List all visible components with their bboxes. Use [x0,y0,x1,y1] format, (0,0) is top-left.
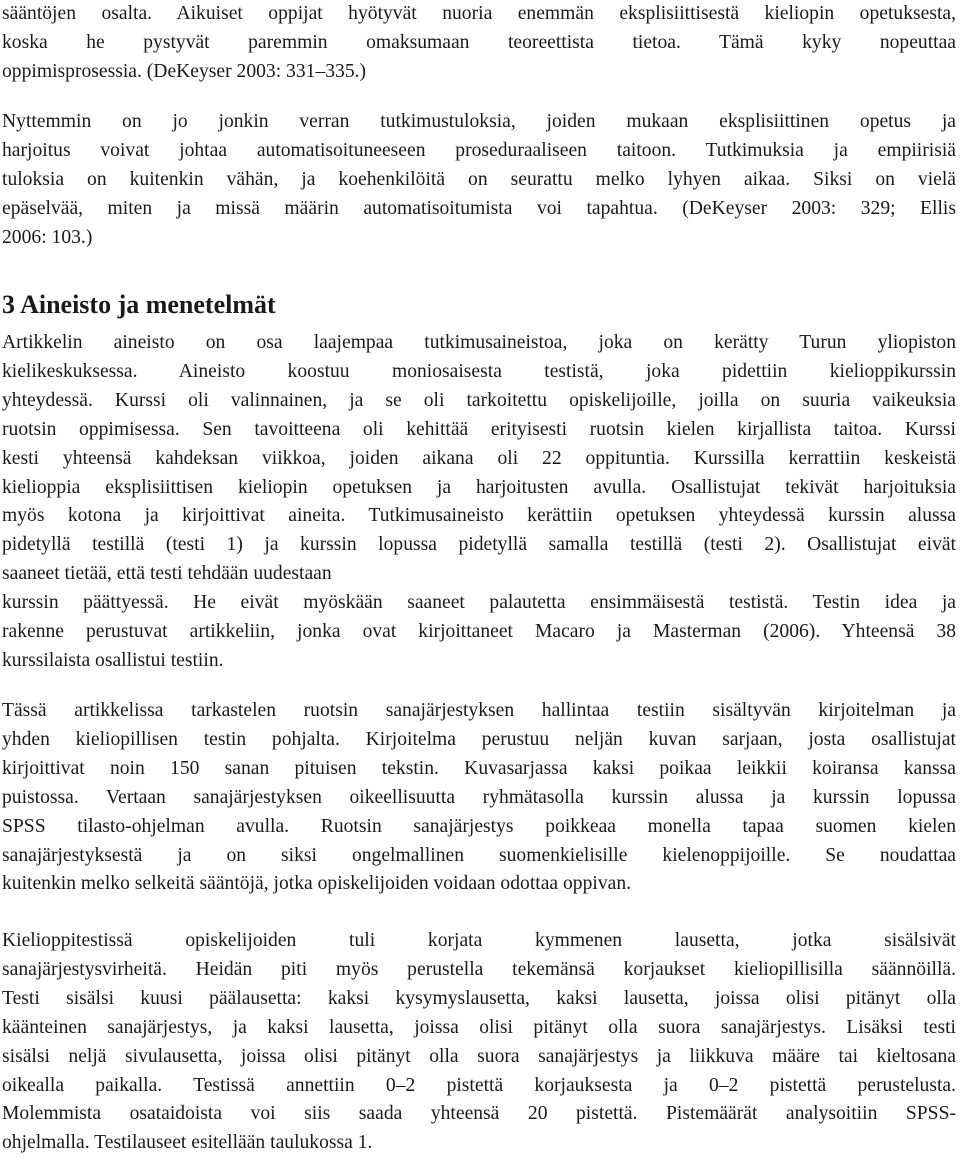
text-line: Artikkelin aineisto on osa laajempaa tutkimusaineistoa, joka on kerätty Turun yliopiston [2,332,956,353]
paragraph [2,927,956,1158]
text-line: oppimisprosessia. (DeKeyser 2003: 331–335.) [2,60,367,82]
paragraph [2,329,956,676]
text-line: käänteinen sanajärjestys, ja kaksi lausetta, joissa olisi pitänyt olla suora sanajärjestys. Lisäksi testi [2,1016,956,1038]
paragraph [2,108,956,253]
text-line: Nyttemmin on jo jonkin verran tutkimustuloksia, joiden mukaan eksplisiittinen opetus ja [2,111,956,132]
text-line: kielioppia eksplisiittisen kieliopin opetuksen ja harjoitusten avulla. Osallistujat tekivät harjoituksia [2,476,956,498]
text-line: kuitenkin melko selkeitä sääntöjä, jotka opiskelijoiden voidaan odottaa oppivan. [2,873,632,895]
paragraph [2,697,956,899]
text-line: Kielioppitestissä opiskelijoiden tuli korjata kymmenen lausetta, jotka sisälsivät [2,930,956,951]
text-line: saaneet tietää, että testi tehdään uudestaan [2,563,332,585]
text-line: tuloksia on kuitenkin vähän, ja koehenkilöitä on seurattu melko lyhyen aikaa. Siksi on vielä [2,168,956,190]
text-line: 2006: 103.) [2,226,93,248]
text-line: yhteydessä. Kurssi oli valinnainen, ja se oli tarkoitettu opiskelijoille, joilla on suuria vaikeuksia [2,389,956,411]
text-line: yhden kieliopillisen testin pohjalta. Kirjoitelma perustuu neljän kuvan sarjaan, josta osallistujat [2,728,956,750]
text-line: oikealla paikalla. Testissä annettiin 0–2 pistettä korjauksesta ja 0–2 pistettä perustelusta. [2,1074,956,1096]
text-line: ruotsin oppimisessa. Sen tavoitteena oli kehittää erityisesti ruotsin kielen kirjallista taitoa. Kurssi [2,418,956,440]
text-line: koska he pystyvät paremmin omaksumaan teoreettista tietoa. Tämä kyky nopeuttaa [2,31,956,53]
text-line: harjoitus voivat johtaa automatisoituneeseen proseduraaliseen taitoon. Tutkimuksia ja empiirisiä [2,139,956,161]
text-line: puistossa. Vertaan sanajärjestyksen oikeellisuutta ryhmätasolla kurssin alussa ja kurssin lopussa [2,786,956,808]
text-line: kielikeskuksessa. Aineisto koostuu moniosaisesta testistä, joka pidettiin kielioppikurssin [2,360,956,382]
section-heading: 3 Aineisto ja menetelmät [2,290,276,319]
text-line: sanajärjestyksestä ja on siksi ongelmallinen suomenkielisille kielenoppijoille. Se noudattaa [2,844,956,866]
text-line: Testi sisälsi kuusi päälausetta: kaksi kysymyslausetta, kaksi lausetta, joissa olisi pitänyt olla [2,987,956,1009]
text-line: myös kotona ja kirjoittivat aineita. Tutkimusaineisto kerättiin opetuksen yhteydessä kurssin alussa [2,505,956,527]
text-line: Molemmista osataidoista voi siis saada yhteensä 20 pistettä. Pistemäärät analysoitiin SPSS- [2,1103,956,1125]
text-line: kirjoittivat noin 150 sanan pituisen tekstin. Kuvasarjassa kaksi poikaa leikkii koiransa kanssa [2,757,956,779]
text-line: sanajärjestysvirheitä. Heidän piti myös perustella tekemänsä korjaukset kieliopillisilla säännöillä. [2,958,956,980]
paragraph [2,0,956,87]
text-line: ohjelmalla. Testilauseet esitellään taulukossa 1. [2,1132,373,1154]
text-line: kurssilaista osallistui testiin. [2,649,224,671]
text-line: rakenne perustuvat artikkeliin, jonka ovat kirjoittaneet Macaro ja Masterman (2006). Yhteensä 38 [2,621,956,643]
text-line: kurssin päättyessä. He eivät myöskään saaneet palautetta ensimmäisestä testistä. Testin idea ja [2,592,956,614]
text-line: epäselvää, miten ja missä määrin automatisoitumista voi tapahtua. (DeKeyser 2003: 329; Ellis [2,197,956,219]
text-line: sääntöjen osalta. Aikuiset oppijat hyötyvät nuoria enemmän eksplisiittisestä kieliopin opetuksesta, [2,3,956,24]
text-line: sisälsi neljä sivulausetta, joissa olisi pitänyt olla suora sanajärjestys ja liikkuva määre tai kieltosana [2,1045,956,1067]
text-line: kesti yhteensä kahdeksan viikkoa, joiden aikana oli 22 oppituntia. Kurssilla kerrattiin keskeistä [2,447,956,469]
text-line: pidetyllä testillä (testi 1) ja kurssin lopussa pidetyllä samalla testillä (testi 2). Osallistujat eivät [2,534,956,556]
text-line: SPSS tilasto-ohjelman avulla. Ruotsin sanajärjestys poikkeaa monella tapaa suomen kielen [2,815,956,837]
text-line: Tässä artikkelissa tarkastelen ruotsin sanajärjestyksen hallintaa testiin sisältyvän kirjoitelman ja [2,700,956,721]
